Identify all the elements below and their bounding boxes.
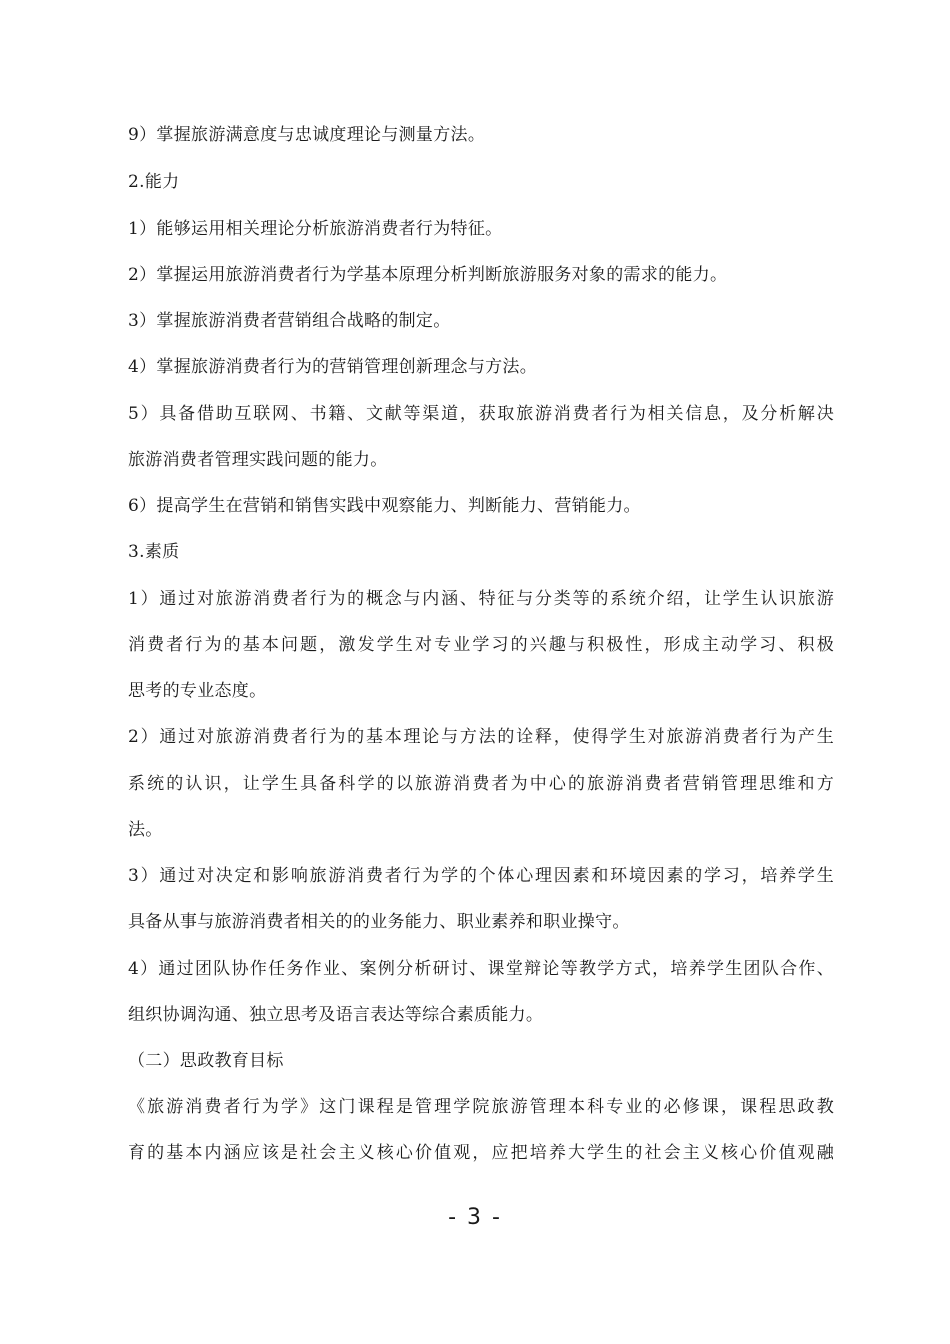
text-line: 3）通过对决定和影响旅游消费者行为学的个体心理因素和环境因素的学习，培养学生 xyxy=(128,866,834,886)
text-line: 1）通过对旅游消费者行为的概念与内涵、特征与分类等的系统介绍，让学生认识旅游 xyxy=(128,589,834,609)
section-heading: 3.素质 xyxy=(128,542,180,562)
section-heading: 2.能力 xyxy=(128,172,180,192)
text-line: 育的基本内涵应该是社会主义核心价值观，应把培养大学生的社会主义核心价值观融 xyxy=(128,1143,834,1163)
text-line: 系统的认识，让学生具备科学的以旅游消费者为中心的旅游消费者营销管理思维和方 xyxy=(128,774,834,794)
text-line: 2）掌握运用旅游消费者行为学基本原理分析判断旅游服务对象的需求的能力。 xyxy=(128,265,728,285)
text-line: 5）具备借助互联网、书籍、文献等渠道，获取旅游消费者行为相关信息，及分析解决 xyxy=(128,404,834,424)
text-line: 思考的专业态度。 xyxy=(128,681,267,701)
text-line: 2）通过对旅游消费者行为的基本理论与方法的诠释，使得学生对旅游消费者行为产生 xyxy=(128,727,834,747)
text-line: 6）提高学生在营销和销售实践中观察能力、判断能力、营销能力。 xyxy=(128,496,641,516)
text-line: 组织协调沟通、独立思考及语言表达等综合素质能力。 xyxy=(128,1005,544,1025)
text-line: 法。 xyxy=(128,820,163,840)
text-line: 1）能够运用相关理论分析旅游消费者行为特征。 xyxy=(128,219,503,239)
text-line: 消费者行为的基本问题，激发学生对专业学习的兴趣与积极性，形成主动学习、积极 xyxy=(128,635,834,655)
text-line: 旅游消费者管理实践问题的能力。 xyxy=(128,450,388,470)
section-heading: （二）思政教育目标 xyxy=(128,1051,284,1071)
text-line: 4）掌握旅游消费者行为的营销管理创新理念与方法。 xyxy=(128,357,538,377)
text-line: 《旅游消费者行为学》这门课程是管理学院旅游管理本科专业的必修课，课程思政教 xyxy=(128,1097,834,1117)
page-number: - 3 - xyxy=(448,1205,502,1230)
text-line: 4）通过团队协作任务作业、案例分析研讨、课堂辩论等教学方式，培养学生团队合作、 xyxy=(128,959,834,979)
text-line: 9）掌握旅游满意度与忠诚度理论与测量方法。 xyxy=(128,125,486,145)
text-line: 3）掌握旅游消费者营销组合战略的制定。 xyxy=(128,311,451,331)
text-line: 具备从事与旅游消费者相关的的业务能力、职业素养和职业操守。 xyxy=(128,912,630,932)
